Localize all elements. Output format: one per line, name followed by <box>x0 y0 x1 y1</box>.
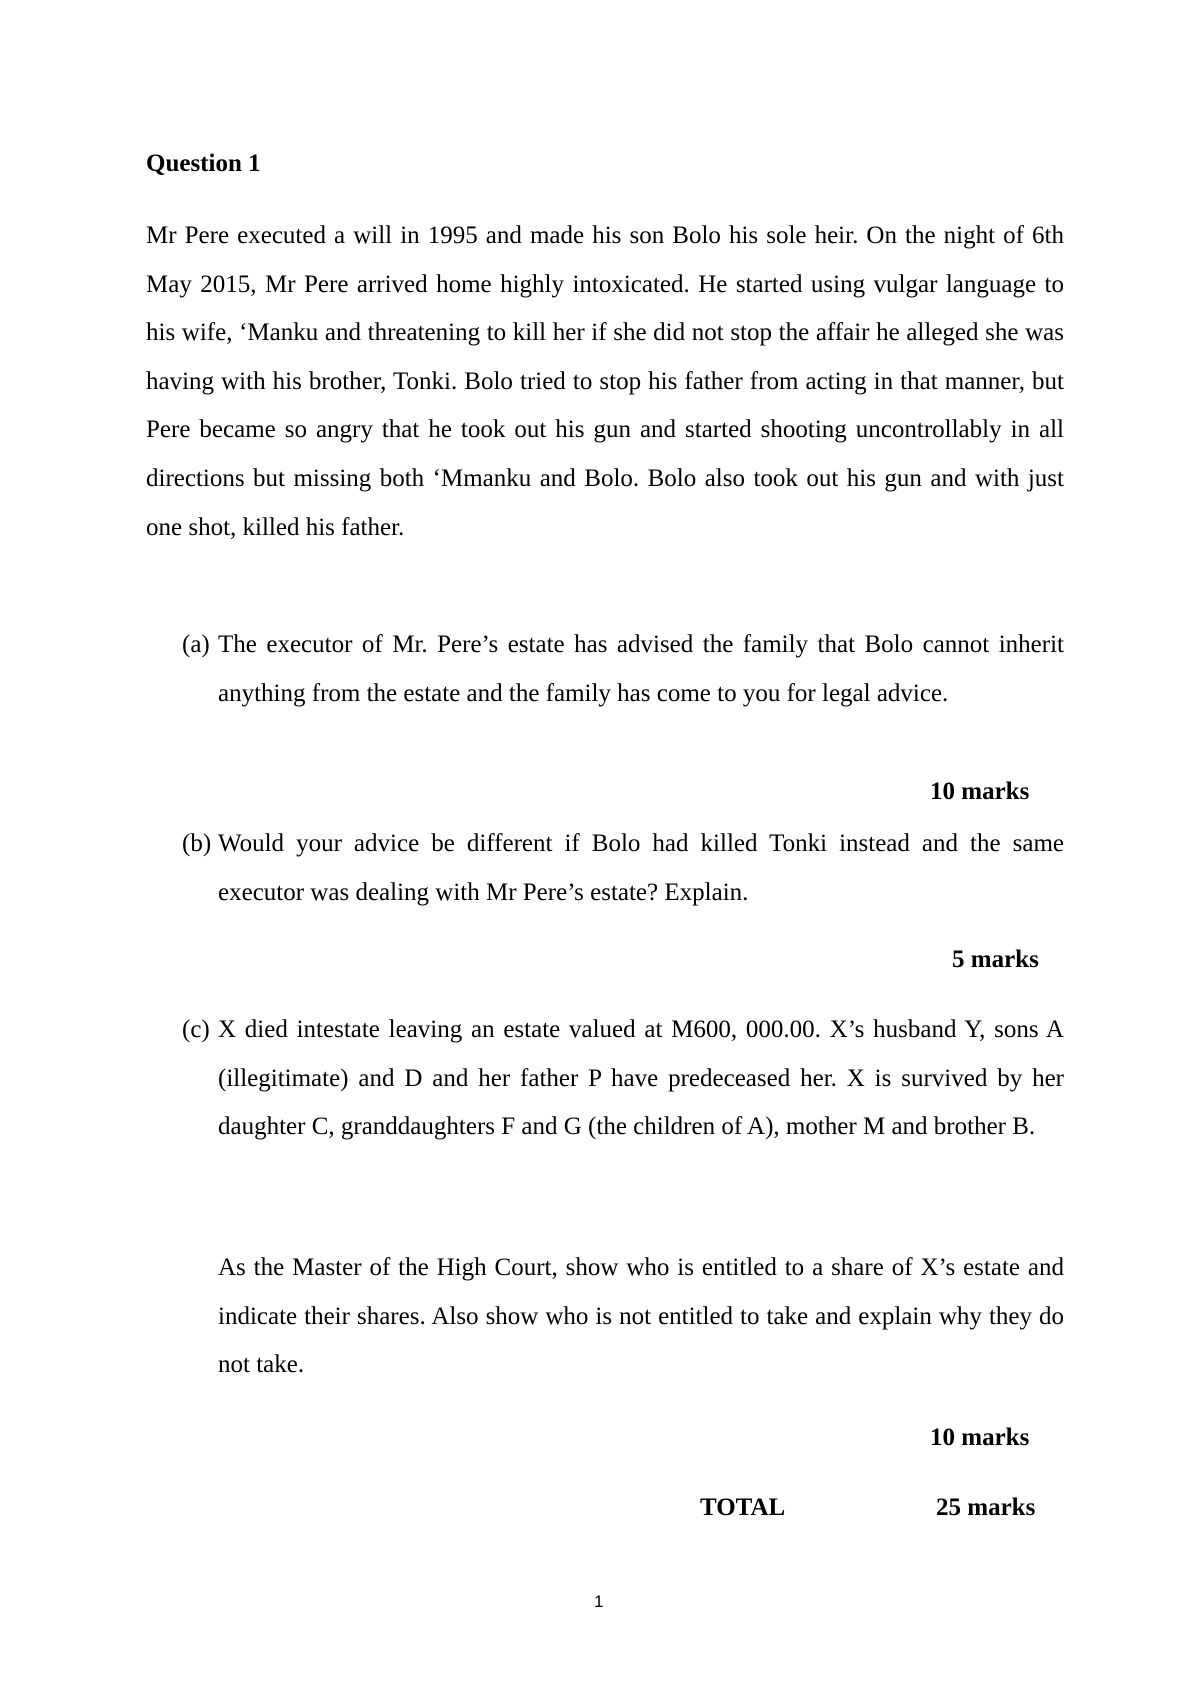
item-label-b: (b) <box>182 830 212 857</box>
total-marks: 25 marks <box>936 1494 1036 1521</box>
item-text-c: X died intestate leaving an estate valued at M600, 000.00. X’s husband Y, sons A (illegitimate) and D and her father P have predeceased her. X is survived by her daughter C, granddaughters F and G (the children of A), mother M and brother B. <box>218 1016 1064 1141</box>
item-label-c: (c) <box>182 1016 210 1043</box>
marks-c: 10 marks <box>930 1424 1030 1451</box>
page-number: 1 <box>594 1592 604 1611</box>
item-subtext-c: As the Master of the High Court, show who is entitled to a share of X’s estate and indicate their shares. Also show who is not entitled to take and explain why they do not take. <box>218 1254 1064 1379</box>
question-item-b <box>182 820 1064 917</box>
question-heading: Question 1 <box>146 150 261 177</box>
item-label-a: (a) <box>182 631 210 658</box>
question-item-c <box>182 1006 1064 1152</box>
total-label: TOTAL <box>700 1494 786 1521</box>
scenario-paragraph: Mr Pere executed a will in 1995 and made his son Bolo his sole heir. On the night of 6th May 2015, Mr Pere arrived home highly intoxicated. He started using vulgar language to his wife, ‘Manku and threatening to kill her if she did not stop the affair he alleged she was having with his brother, Tonki. Bolo tried to stop his father from acting in that manner, but Pere became so angry that he took out his gun and started shooting uncontrollably in all directions but missing both ‘Mmanku and Bolo. Bolo also took out his gun and with just one shot, killed his father. <box>146 222 1064 541</box>
question-item-a <box>182 621 1064 718</box>
marks-b: 5 marks <box>952 946 1039 973</box>
marks-a: 10 marks <box>930 778 1030 805</box>
item-text-a: The executor of Mr. Pere’s estate has advised the family that Bolo cannot inherit anything from the estate and the family has come to you for legal advice. <box>218 631 1064 707</box>
item-text-b: Would your advice be different if Bolo had killed Tonki instead and the same executor was dealing with Mr Pere’s estate? Explain. <box>218 830 1064 906</box>
